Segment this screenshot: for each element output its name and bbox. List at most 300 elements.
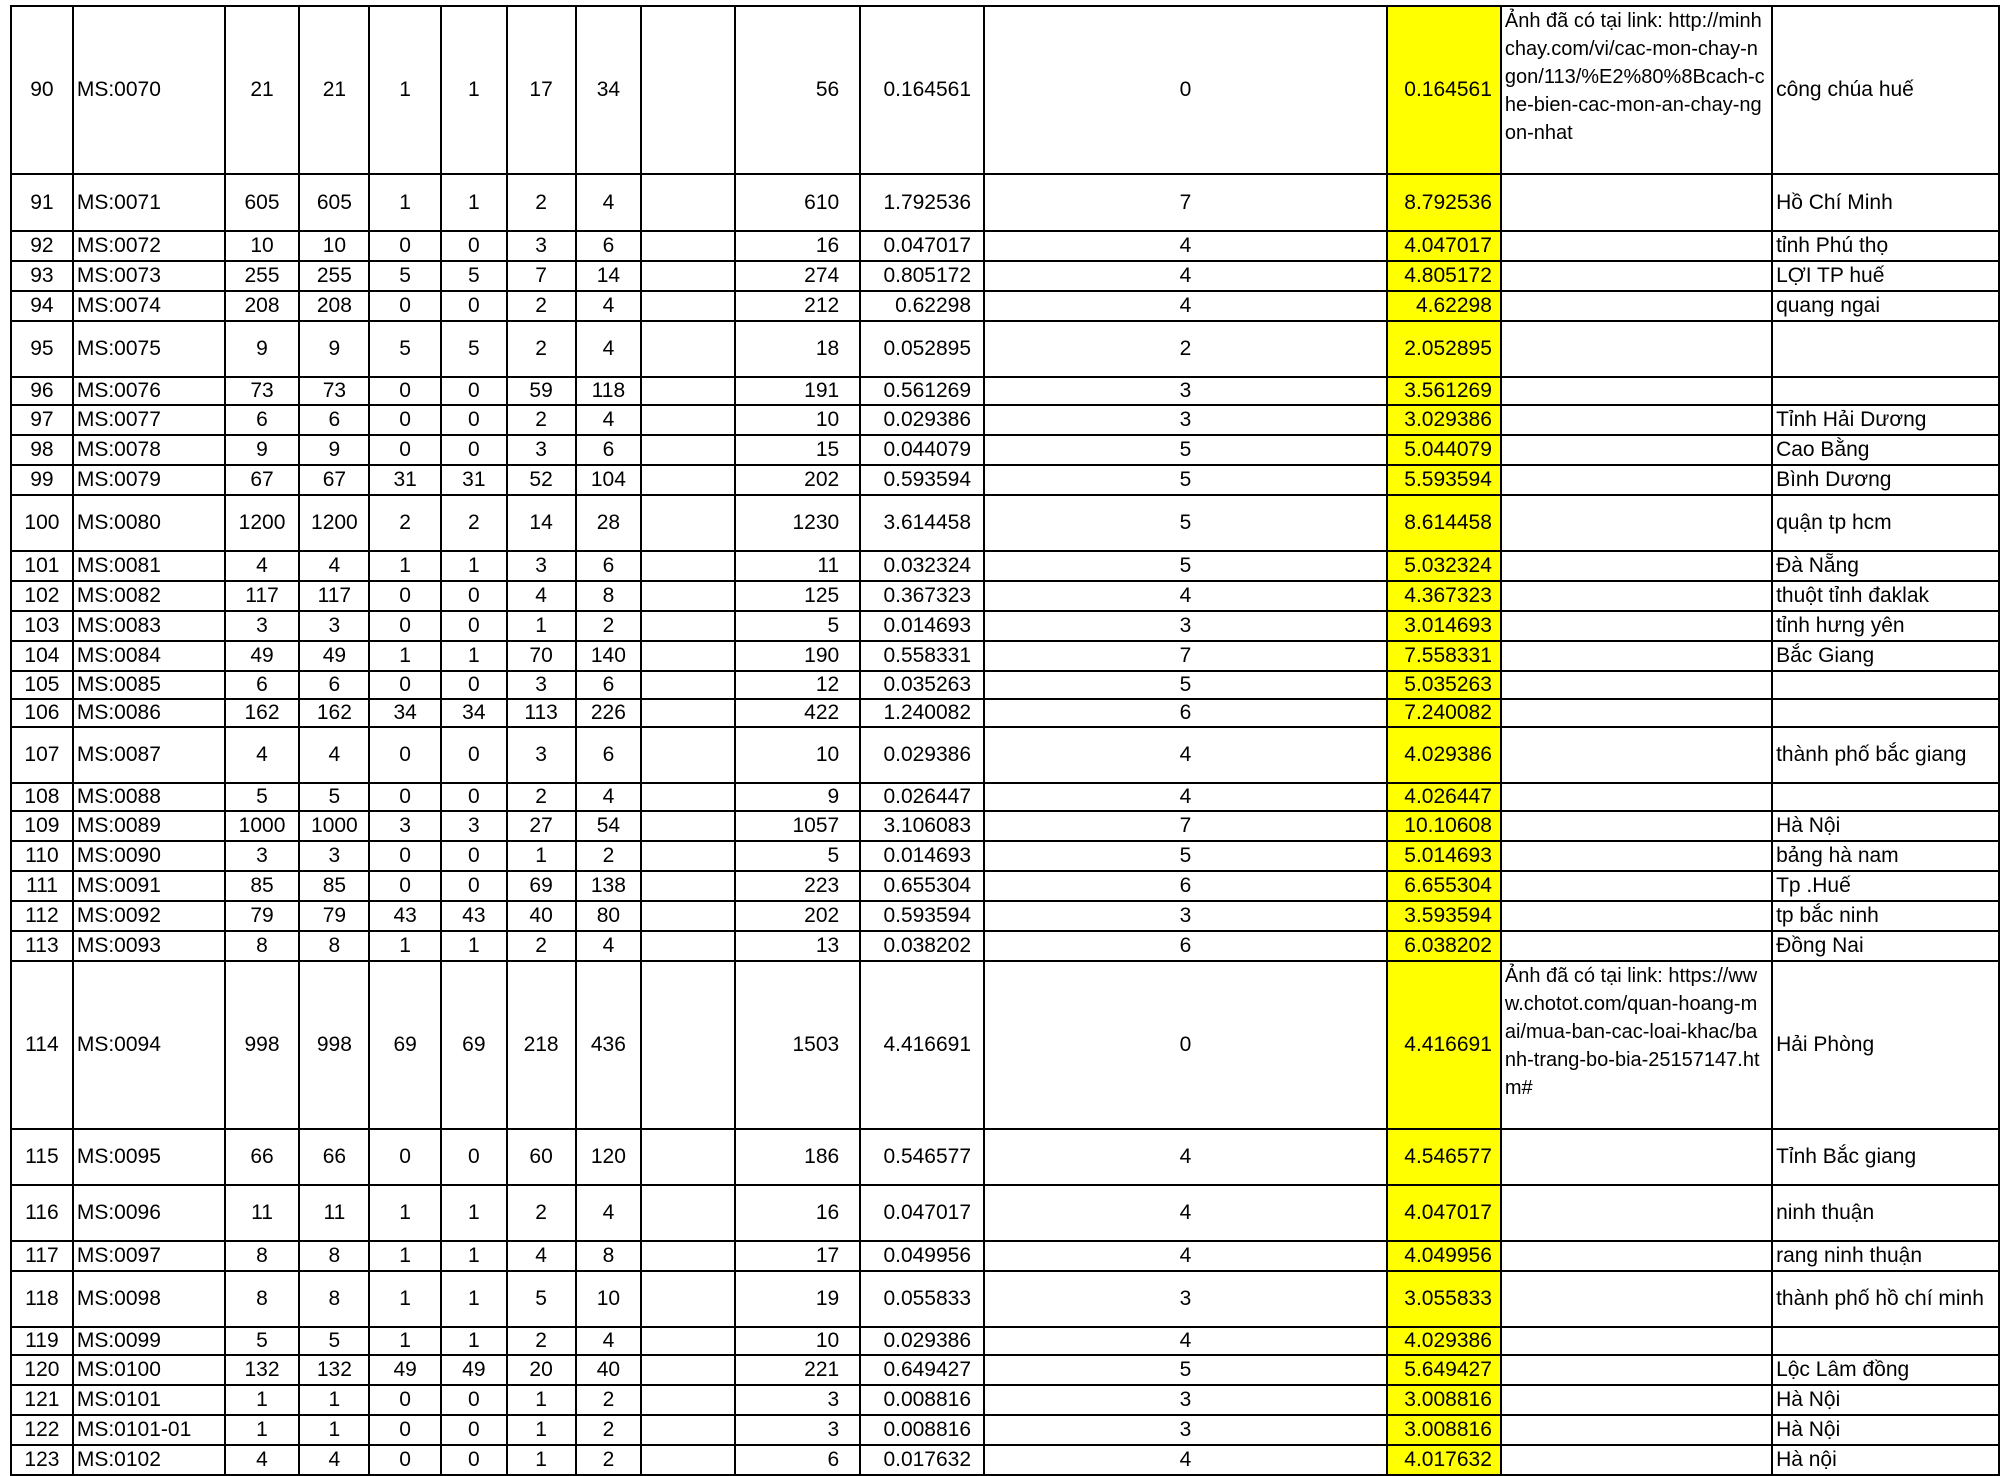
- cell-rank[interactable]: 5: [984, 671, 1387, 699]
- cell-value-1[interactable]: 3: [225, 841, 300, 871]
- cell-index[interactable]: 117: [11, 1241, 73, 1271]
- cell-ratio[interactable]: 0.367323: [860, 581, 984, 611]
- cell-value-5[interactable]: 7: [507, 261, 576, 291]
- cell-value-5[interactable]: 3: [507, 727, 576, 783]
- cell-value-4[interactable]: 49: [441, 1355, 507, 1385]
- cell-value-6[interactable]: 2: [576, 1385, 642, 1415]
- cell-ratio[interactable]: 0.044079: [860, 435, 984, 465]
- cell-note[interactable]: [1501, 699, 1772, 727]
- cell-value-5[interactable]: 2: [507, 931, 576, 961]
- cell-place[interactable]: Tỉnh Bắc giang: [1772, 1129, 1999, 1185]
- cell-total[interactable]: 1057: [735, 811, 861, 841]
- cell-value-5[interactable]: 1: [507, 841, 576, 871]
- cell-index[interactable]: 101: [11, 551, 73, 581]
- cell-value-7[interactable]: [641, 377, 734, 405]
- cell-value-5[interactable]: 4: [507, 581, 576, 611]
- cell-value-3[interactable]: 0: [369, 611, 441, 641]
- cell-total[interactable]: 125: [735, 581, 861, 611]
- cell-value-2[interactable]: 162: [299, 699, 369, 727]
- cell-ratio[interactable]: 0.032324: [860, 551, 984, 581]
- cell-value-6[interactable]: 118: [576, 377, 642, 405]
- cell-value-7[interactable]: [641, 1385, 734, 1415]
- cell-value-4[interactable]: 0: [441, 435, 507, 465]
- cell-place[interactable]: tỉnh Phú thọ: [1772, 231, 1999, 261]
- cell-ratio[interactable]: 0.049956: [860, 1241, 984, 1271]
- cell-value-2[interactable]: 67: [299, 465, 369, 495]
- cell-value-4[interactable]: 0: [441, 611, 507, 641]
- cell-ratio[interactable]: 0.62298: [860, 291, 984, 321]
- cell-value-3[interactable]: 1: [369, 641, 441, 671]
- cell-value-2[interactable]: 11: [299, 1185, 369, 1241]
- cell-ratio[interactable]: 0.593594: [860, 901, 984, 931]
- cell-value-4[interactable]: 5: [441, 321, 507, 377]
- cell-index[interactable]: 119: [11, 1327, 73, 1355]
- cell-value-1[interactable]: 6: [225, 405, 300, 435]
- cell-value-5[interactable]: 60: [507, 1129, 576, 1185]
- cell-code[interactable]: MS:0101-01: [73, 1415, 225, 1445]
- cell-value-3[interactable]: 1: [369, 6, 441, 174]
- cell-value-5[interactable]: 218: [507, 961, 576, 1129]
- cell-value-1[interactable]: 4: [225, 1445, 300, 1475]
- cell-value-6[interactable]: 54: [576, 811, 642, 841]
- cell-value-2[interactable]: 73: [299, 377, 369, 405]
- cell-value-6[interactable]: 8: [576, 1241, 642, 1271]
- cell-value-7[interactable]: [641, 1327, 734, 1355]
- cell-value-7[interactable]: [641, 841, 734, 871]
- cell-ratio[interactable]: 0.561269: [860, 377, 984, 405]
- cell-value-6[interactable]: 4: [576, 174, 642, 231]
- cell-place[interactable]: rang ninh thuận: [1772, 1241, 1999, 1271]
- cell-code[interactable]: MS:0072: [73, 231, 225, 261]
- cell-value-5[interactable]: 3: [507, 231, 576, 261]
- cell-rank[interactable]: 3: [984, 377, 1387, 405]
- cell-value-5[interactable]: 59: [507, 377, 576, 405]
- cell-total[interactable]: 11: [735, 551, 861, 581]
- cell-value-1[interactable]: 1: [225, 1415, 300, 1445]
- cell-ratio[interactable]: 3.106083: [860, 811, 984, 841]
- cell-value-5[interactable]: 2: [507, 321, 576, 377]
- cell-rank[interactable]: 3: [984, 1385, 1387, 1415]
- cell-score[interactable]: 4.62298: [1387, 291, 1501, 321]
- cell-value-6[interactable]: 104: [576, 465, 642, 495]
- cell-value-2[interactable]: 1200: [299, 495, 369, 551]
- cell-rank[interactable]: 7: [984, 641, 1387, 671]
- cell-value-4[interactable]: 2: [441, 495, 507, 551]
- cell-ratio[interactable]: 0.029386: [860, 1327, 984, 1355]
- cell-value-4[interactable]: 0: [441, 727, 507, 783]
- cell-value-4[interactable]: 1: [441, 1271, 507, 1327]
- cell-value-4[interactable]: 0: [441, 377, 507, 405]
- cell-index[interactable]: 108: [11, 783, 73, 811]
- cell-ratio[interactable]: 0.546577: [860, 1129, 984, 1185]
- cell-index[interactable]: 97: [11, 405, 73, 435]
- cell-value-1[interactable]: 117: [225, 581, 300, 611]
- cell-value-6[interactable]: 226: [576, 699, 642, 727]
- cell-value-4[interactable]: 1: [441, 641, 507, 671]
- cell-score[interactable]: 3.008816: [1387, 1415, 1501, 1445]
- cell-note[interactable]: [1501, 783, 1772, 811]
- cell-total[interactable]: 18: [735, 321, 861, 377]
- cell-place[interactable]: [1772, 321, 1999, 377]
- cell-note[interactable]: [1501, 551, 1772, 581]
- cell-rank[interactable]: 4: [984, 1241, 1387, 1271]
- cell-place[interactable]: Hà Nội: [1772, 811, 1999, 841]
- cell-score[interactable]: 3.029386: [1387, 405, 1501, 435]
- cell-score[interactable]: 6.655304: [1387, 871, 1501, 901]
- cell-value-1[interactable]: 255: [225, 261, 300, 291]
- cell-value-6[interactable]: 4: [576, 783, 642, 811]
- cell-index[interactable]: 122: [11, 1415, 73, 1445]
- cell-note[interactable]: [1501, 1385, 1772, 1415]
- cell-value-5[interactable]: 3: [507, 551, 576, 581]
- cell-value-1[interactable]: 10: [225, 231, 300, 261]
- cell-value-5[interactable]: 2: [507, 1185, 576, 1241]
- cell-ratio[interactable]: 0.047017: [860, 1185, 984, 1241]
- cell-code[interactable]: MS:0088: [73, 783, 225, 811]
- cell-note[interactable]: [1501, 871, 1772, 901]
- cell-value-1[interactable]: 208: [225, 291, 300, 321]
- cell-score[interactable]: 4.049956: [1387, 1241, 1501, 1271]
- cell-value-1[interactable]: 6: [225, 671, 300, 699]
- cell-value-5[interactable]: 3: [507, 671, 576, 699]
- cell-value-6[interactable]: 140: [576, 641, 642, 671]
- cell-value-2[interactable]: 21: [299, 6, 369, 174]
- cell-place[interactable]: thuột tỉnh đaklak: [1772, 581, 1999, 611]
- cell-value-2[interactable]: 9: [299, 435, 369, 465]
- cell-value-4[interactable]: 69: [441, 961, 507, 1129]
- cell-value-5[interactable]: 1: [507, 1415, 576, 1445]
- cell-total[interactable]: 16: [735, 1185, 861, 1241]
- cell-score[interactable]: 3.014693: [1387, 611, 1501, 641]
- cell-value-6[interactable]: 4: [576, 931, 642, 961]
- cell-rank[interactable]: 4: [984, 783, 1387, 811]
- cell-note[interactable]: [1501, 1241, 1772, 1271]
- cell-value-2[interactable]: 5: [299, 783, 369, 811]
- cell-value-1[interactable]: 5: [225, 783, 300, 811]
- cell-value-1[interactable]: 4: [225, 727, 300, 783]
- cell-code[interactable]: MS:0095: [73, 1129, 225, 1185]
- cell-place[interactable]: [1772, 377, 1999, 405]
- cell-value-1[interactable]: 49: [225, 641, 300, 671]
- cell-value-5[interactable]: 2: [507, 291, 576, 321]
- cell-place[interactable]: Bắc Giang: [1772, 641, 1999, 671]
- cell-value-3[interactable]: 34: [369, 699, 441, 727]
- cell-value-2[interactable]: 605: [299, 174, 369, 231]
- cell-value-3[interactable]: 1: [369, 931, 441, 961]
- cell-code[interactable]: MS:0098: [73, 1271, 225, 1327]
- cell-value-2[interactable]: 49: [299, 641, 369, 671]
- cell-place[interactable]: Hà Nội: [1772, 1385, 1999, 1415]
- cell-value-4[interactable]: 5: [441, 261, 507, 291]
- cell-code[interactable]: MS:0101: [73, 1385, 225, 1415]
- cell-value-1[interactable]: 605: [225, 174, 300, 231]
- cell-value-2[interactable]: 1000: [299, 811, 369, 841]
- cell-value-4[interactable]: 1: [441, 6, 507, 174]
- cell-value-7[interactable]: [641, 465, 734, 495]
- cell-note[interactable]: [1501, 931, 1772, 961]
- cell-code[interactable]: MS:0080: [73, 495, 225, 551]
- cell-score[interactable]: 4.546577: [1387, 1129, 1501, 1185]
- cell-value-1[interactable]: 66: [225, 1129, 300, 1185]
- cell-value-4[interactable]: 0: [441, 581, 507, 611]
- cell-place[interactable]: bảng hà nam: [1772, 841, 1999, 871]
- cell-value-1[interactable]: 9: [225, 321, 300, 377]
- cell-score[interactable]: 10.10608: [1387, 811, 1501, 841]
- cell-value-7[interactable]: [641, 641, 734, 671]
- cell-total[interactable]: 19: [735, 1271, 861, 1327]
- cell-place[interactable]: tỉnh hưng yên: [1772, 611, 1999, 641]
- cell-ratio[interactable]: 0.008816: [860, 1415, 984, 1445]
- cell-total[interactable]: 1503: [735, 961, 861, 1129]
- cell-total[interactable]: 10: [735, 405, 861, 435]
- cell-value-6[interactable]: 8: [576, 581, 642, 611]
- cell-value-5[interactable]: 1: [507, 1385, 576, 1415]
- cell-value-7[interactable]: [641, 174, 734, 231]
- cell-value-1[interactable]: 9: [225, 435, 300, 465]
- cell-ratio[interactable]: 1.240082: [860, 699, 984, 727]
- cell-index[interactable]: 100: [11, 495, 73, 551]
- cell-code[interactable]: MS:0091: [73, 871, 225, 901]
- cell-place[interactable]: thành phố bắc giang: [1772, 727, 1999, 783]
- cell-value-6[interactable]: 2: [576, 611, 642, 641]
- cell-note[interactable]: Ảnh đã có tại link: http://minhchay.com/vi/cac-mon-chay-ngon/113/%E2%80%8Bcach-che-bien-cac-mon-an-chay-ngon-nhat: [1501, 6, 1772, 174]
- cell-code[interactable]: MS:0097: [73, 1241, 225, 1271]
- cell-place[interactable]: Cao Bằng: [1772, 435, 1999, 465]
- cell-ratio[interactable]: 0.026447: [860, 783, 984, 811]
- cell-value-4[interactable]: 0: [441, 291, 507, 321]
- cell-total[interactable]: 221: [735, 1355, 861, 1385]
- cell-value-3[interactable]: 5: [369, 261, 441, 291]
- cell-value-2[interactable]: 8: [299, 1241, 369, 1271]
- cell-value-6[interactable]: 436: [576, 961, 642, 1129]
- cell-value-1[interactable]: 1: [225, 1385, 300, 1415]
- cell-value-1[interactable]: 8: [225, 931, 300, 961]
- cell-ratio[interactable]: 0.038202: [860, 931, 984, 961]
- cell-value-5[interactable]: 70: [507, 641, 576, 671]
- cell-index[interactable]: 116: [11, 1185, 73, 1241]
- cell-rank[interactable]: 3: [984, 1415, 1387, 1445]
- cell-place[interactable]: Hà nội: [1772, 1445, 1999, 1475]
- cell-note[interactable]: [1501, 495, 1772, 551]
- cell-value-7[interactable]: [641, 1241, 734, 1271]
- cell-place[interactable]: thành phố hồ chí minh: [1772, 1271, 1999, 1327]
- cell-value-2[interactable]: 998: [299, 961, 369, 1129]
- cell-score[interactable]: 5.032324: [1387, 551, 1501, 581]
- cell-code[interactable]: MS:0076: [73, 377, 225, 405]
- cell-code[interactable]: MS:0081: [73, 551, 225, 581]
- cell-value-5[interactable]: 20: [507, 1355, 576, 1385]
- cell-value-6[interactable]: 2: [576, 1415, 642, 1445]
- cell-value-6[interactable]: 6: [576, 671, 642, 699]
- cell-value-1[interactable]: 21: [225, 6, 300, 174]
- cell-note[interactable]: [1501, 465, 1772, 495]
- cell-place[interactable]: [1772, 699, 1999, 727]
- cell-value-3[interactable]: 69: [369, 961, 441, 1129]
- cell-place[interactable]: Hồ Chí Minh: [1772, 174, 1999, 231]
- cell-value-2[interactable]: 8: [299, 931, 369, 961]
- cell-code[interactable]: MS:0078: [73, 435, 225, 465]
- cell-ratio[interactable]: 0.047017: [860, 231, 984, 261]
- cell-value-5[interactable]: 1: [507, 1445, 576, 1475]
- cell-value-1[interactable]: 3: [225, 611, 300, 641]
- cell-value-2[interactable]: 4: [299, 551, 369, 581]
- cell-total[interactable]: 212: [735, 291, 861, 321]
- cell-value-3[interactable]: 1: [369, 1327, 441, 1355]
- cell-place[interactable]: Đà Nẵng: [1772, 551, 1999, 581]
- cell-score[interactable]: 4.416691: [1387, 961, 1501, 1129]
- cell-value-1[interactable]: 85: [225, 871, 300, 901]
- cell-value-3[interactable]: 1: [369, 1241, 441, 1271]
- cell-value-2[interactable]: 85: [299, 871, 369, 901]
- cell-value-6[interactable]: 4: [576, 1185, 642, 1241]
- cell-rank[interactable]: 4: [984, 231, 1387, 261]
- cell-place[interactable]: Tp .Huế: [1772, 871, 1999, 901]
- cell-index[interactable]: 99: [11, 465, 73, 495]
- cell-total[interactable]: 12: [735, 671, 861, 699]
- cell-rank[interactable]: 4: [984, 727, 1387, 783]
- cell-value-7[interactable]: [641, 783, 734, 811]
- cell-index[interactable]: 103: [11, 611, 73, 641]
- cell-value-4[interactable]: 0: [441, 1415, 507, 1445]
- cell-score[interactable]: 3.008816: [1387, 1385, 1501, 1415]
- cell-note[interactable]: [1501, 405, 1772, 435]
- cell-index[interactable]: 114: [11, 961, 73, 1129]
- cell-rank[interactable]: 3: [984, 1271, 1387, 1327]
- cell-index[interactable]: 112: [11, 901, 73, 931]
- cell-rank[interactable]: 4: [984, 581, 1387, 611]
- cell-index[interactable]: 121: [11, 1385, 73, 1415]
- cell-value-2[interactable]: 255: [299, 261, 369, 291]
- cell-value-2[interactable]: 208: [299, 291, 369, 321]
- cell-total[interactable]: 422: [735, 699, 861, 727]
- cell-score[interactable]: 5.649427: [1387, 1355, 1501, 1385]
- cell-ratio[interactable]: 0.649427: [860, 1355, 984, 1385]
- cell-rank[interactable]: 6: [984, 931, 1387, 961]
- cell-index[interactable]: 96: [11, 377, 73, 405]
- cell-score[interactable]: 4.017632: [1387, 1445, 1501, 1475]
- cell-code[interactable]: MS:0085: [73, 671, 225, 699]
- cell-value-4[interactable]: 0: [441, 405, 507, 435]
- cell-note[interactable]: [1501, 611, 1772, 641]
- cell-index[interactable]: 98: [11, 435, 73, 465]
- cell-score[interactable]: 5.035263: [1387, 671, 1501, 699]
- cell-code[interactable]: MS:0083: [73, 611, 225, 641]
- cell-value-4[interactable]: 0: [441, 1445, 507, 1475]
- cell-value-4[interactable]: 0: [441, 1385, 507, 1415]
- cell-value-5[interactable]: 40: [507, 901, 576, 931]
- cell-value-6[interactable]: 4: [576, 1327, 642, 1355]
- cell-ratio[interactable]: 0.014693: [860, 841, 984, 871]
- cell-value-3[interactable]: 31: [369, 465, 441, 495]
- cell-value-6[interactable]: 6: [576, 727, 642, 783]
- cell-value-6[interactable]: 138: [576, 871, 642, 901]
- cell-index[interactable]: 91: [11, 174, 73, 231]
- cell-rank[interactable]: 7: [984, 174, 1387, 231]
- cell-ratio[interactable]: 0.008816: [860, 1385, 984, 1415]
- cell-rank[interactable]: 0: [984, 961, 1387, 1129]
- cell-place[interactable]: Bình Dương: [1772, 465, 1999, 495]
- cell-value-3[interactable]: 0: [369, 841, 441, 871]
- cell-place[interactable]: Hà Nội: [1772, 1415, 1999, 1445]
- cell-rank[interactable]: 5: [984, 465, 1387, 495]
- cell-code[interactable]: MS:0075: [73, 321, 225, 377]
- cell-value-5[interactable]: 52: [507, 465, 576, 495]
- cell-value-5[interactable]: 4: [507, 1241, 576, 1271]
- cell-index[interactable]: 109: [11, 811, 73, 841]
- cell-note[interactable]: [1501, 901, 1772, 931]
- cell-value-1[interactable]: 73: [225, 377, 300, 405]
- cell-value-4[interactable]: 0: [441, 841, 507, 871]
- cell-value-1[interactable]: 132: [225, 1355, 300, 1385]
- cell-rank[interactable]: 3: [984, 405, 1387, 435]
- cell-code[interactable]: MS:0086: [73, 699, 225, 727]
- cell-ratio[interactable]: 0.052895: [860, 321, 984, 377]
- cell-value-1[interactable]: 162: [225, 699, 300, 727]
- cell-rank[interactable]: 5: [984, 841, 1387, 871]
- cell-value-5[interactable]: 2: [507, 783, 576, 811]
- cell-value-5[interactable]: 2: [507, 405, 576, 435]
- cell-total[interactable]: 274: [735, 261, 861, 291]
- cell-value-1[interactable]: 1200: [225, 495, 300, 551]
- cell-note[interactable]: [1501, 261, 1772, 291]
- cell-value-5[interactable]: 1: [507, 611, 576, 641]
- cell-value-3[interactable]: 0: [369, 435, 441, 465]
- cell-value-6[interactable]: 80: [576, 901, 642, 931]
- cell-value-3[interactable]: 1: [369, 1185, 441, 1241]
- cell-place[interactable]: Đồng Nai: [1772, 931, 1999, 961]
- cell-value-4[interactable]: 34: [441, 699, 507, 727]
- cell-value-2[interactable]: 3: [299, 611, 369, 641]
- cell-score[interactable]: 7.240082: [1387, 699, 1501, 727]
- cell-value-3[interactable]: 0: [369, 871, 441, 901]
- cell-note[interactable]: [1501, 1327, 1772, 1355]
- cell-value-2[interactable]: 8: [299, 1271, 369, 1327]
- cell-note[interactable]: [1501, 1445, 1772, 1475]
- cell-value-6[interactable]: 40: [576, 1355, 642, 1385]
- cell-value-7[interactable]: [641, 871, 734, 901]
- cell-value-2[interactable]: 10: [299, 231, 369, 261]
- cell-total[interactable]: 186: [735, 1129, 861, 1185]
- cell-value-1[interactable]: 8: [225, 1241, 300, 1271]
- cell-rank[interactable]: 5: [984, 435, 1387, 465]
- cell-code[interactable]: MS:0094: [73, 961, 225, 1129]
- cell-value-7[interactable]: [641, 611, 734, 641]
- cell-place[interactable]: [1772, 783, 1999, 811]
- cell-note[interactable]: [1501, 841, 1772, 871]
- cell-note[interactable]: [1501, 231, 1772, 261]
- cell-value-5[interactable]: 5: [507, 1271, 576, 1327]
- cell-code[interactable]: MS:0084: [73, 641, 225, 671]
- cell-note[interactable]: [1501, 435, 1772, 465]
- cell-value-3[interactable]: 0: [369, 783, 441, 811]
- cell-value-3[interactable]: 0: [369, 231, 441, 261]
- cell-ratio[interactable]: 0.593594: [860, 465, 984, 495]
- cell-rank[interactable]: 6: [984, 699, 1387, 727]
- cell-code[interactable]: MS:0093: [73, 931, 225, 961]
- cell-code[interactable]: MS:0089: [73, 811, 225, 841]
- cell-value-2[interactable]: 4: [299, 727, 369, 783]
- cell-score[interactable]: 5.014693: [1387, 841, 1501, 871]
- cell-value-2[interactable]: 3: [299, 841, 369, 871]
- cell-value-7[interactable]: [641, 291, 734, 321]
- cell-rank[interactable]: 4: [984, 1445, 1387, 1475]
- cell-value-4[interactable]: 1: [441, 1327, 507, 1355]
- cell-value-4[interactable]: 0: [441, 783, 507, 811]
- cell-rank[interactable]: 7: [984, 811, 1387, 841]
- cell-rank[interactable]: 4: [984, 261, 1387, 291]
- cell-value-7[interactable]: [641, 961, 734, 1129]
- cell-place[interactable]: [1772, 1327, 1999, 1355]
